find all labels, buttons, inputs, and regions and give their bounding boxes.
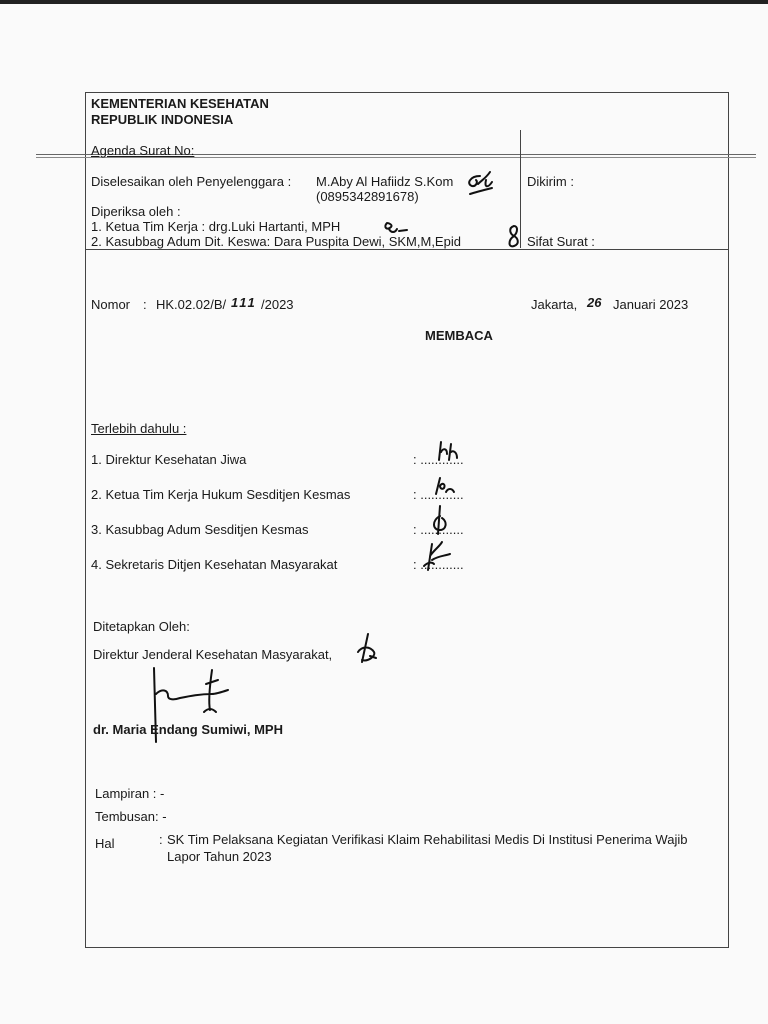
reader-item: 1. Direktur Kesehatan Jiwa <box>91 452 247 467</box>
approval-position: Direktur Jenderal Kesehatan Masyarakat, <box>93 647 333 662</box>
copies-line: Tembusan: - <box>95 809 167 824</box>
reader-item: 4. Sekretaris Ditjen Kesehatan Masyarakat <box>91 557 338 572</box>
organizer-name: M.Aby Al Hafiidz S.Kom <box>316 174 454 189</box>
subject-line1: SK Tim Pelaksana Kegiatan Verifikasi Klaim Rehabilitasi Medis Di Institusi Penerima Wajib <box>167 832 688 847</box>
approval-initial-signature <box>354 632 380 666</box>
subject-label: Hal <box>95 836 115 851</box>
agenda-label: Agenda Surat No: <box>91 143 195 158</box>
number-prefix: HK.02.02/B/ <box>156 297 227 312</box>
approval-label: Ditetapkan Oleh: <box>93 619 190 634</box>
checker-item: 1. Ketua Tim Kerja : drg.Luki Hartanti, MPH <box>91 219 341 234</box>
document-title: MEMBACA <box>425 328 493 343</box>
reader-signature-line: : ............ <box>413 487 464 502</box>
sent-label: Dikirim : <box>527 174 574 189</box>
signatory-name: dr. Maria Endang Sumiwi, MPH <box>93 722 283 737</box>
reader4-initial-signature <box>420 538 452 572</box>
scan-top-edge <box>0 0 768 4</box>
reader-item: 3. Kasubbag Adum Sesditjen Kesmas <box>91 522 309 537</box>
subject-separator: : <box>159 832 163 847</box>
number-separator: : <box>143 297 147 312</box>
org-name-line1: KEMENTERIAN KESEHATAN <box>91 96 269 111</box>
subject-line2: Lapor Tahun 2023 <box>167 849 272 864</box>
number-handwritten: 111 <box>231 295 257 310</box>
reader2-initial-signature <box>432 474 456 496</box>
number-label: Nomor <box>91 297 131 312</box>
date-month-year: Januari 2023 <box>613 297 689 312</box>
reader-signature-line: : ............ <box>413 452 464 467</box>
nature-label: Sifat Surat : <box>527 234 595 249</box>
organizer-label: Diselesaikan oleh Penyelenggara : <box>91 174 292 189</box>
reader1-initial-signature <box>435 438 461 464</box>
readers-heading: Terlebih dahulu : <box>91 421 187 436</box>
reader-item: 2. Ketua Tim Kerja Hukum Sesditjen Kesmas <box>91 487 351 502</box>
org-name-line2: REPUBLIK INDONESIA <box>91 112 234 127</box>
organizer-phone: (0895342891678) <box>316 189 419 204</box>
checked-label: Diperiksa oleh : <box>91 204 181 219</box>
reader3-initial-signature <box>428 504 452 538</box>
date-day-handwritten: 26 <box>587 295 602 310</box>
organizer-initial-signature <box>462 170 498 200</box>
date-place: Jakarta, <box>531 297 578 312</box>
checker2-initial-signature <box>504 224 524 250</box>
attachment-line: Lampiran : - <box>95 786 165 801</box>
reader-signature-line: : ............ <box>413 522 464 537</box>
number-suffix: /2023 <box>261 297 294 312</box>
checker-item: 2. Kasubbag Adum Dit. Keswa: Dara Puspita Dewi, SKM,M,Epid <box>91 234 461 249</box>
reader-signature-line: : ............ <box>413 557 464 572</box>
header-divider <box>85 249 729 250</box>
